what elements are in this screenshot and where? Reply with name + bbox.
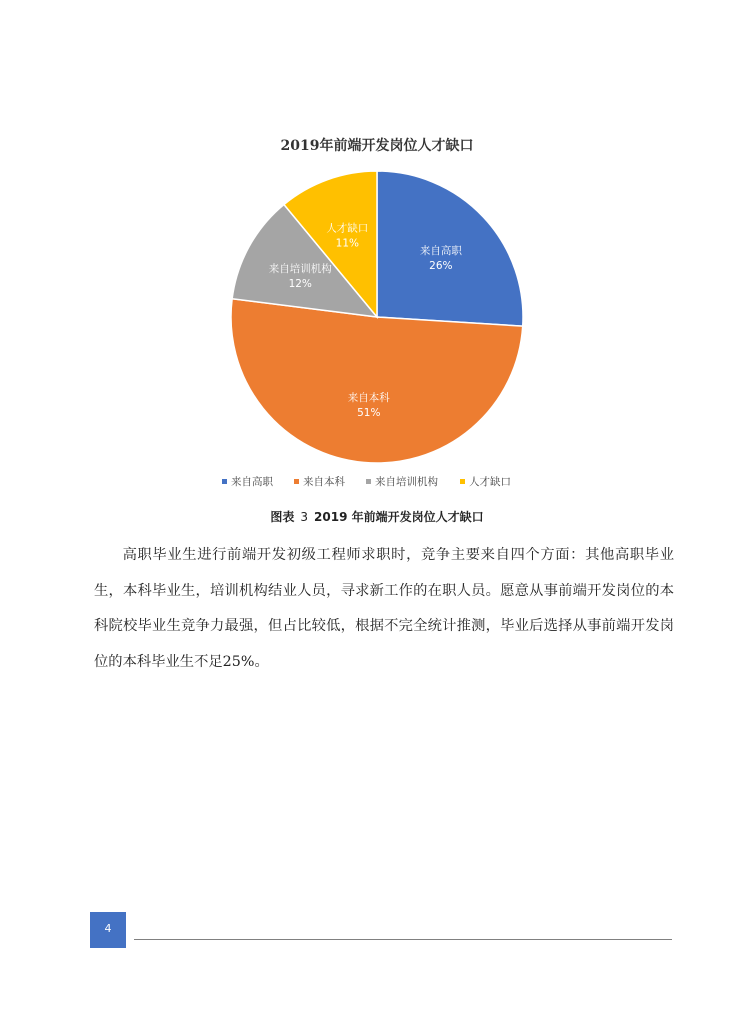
chart-legend — [222, 475, 511, 488]
legend-label-gaozhi: 来自高职 — [231, 476, 273, 488]
figure-caption — [0, 508, 754, 525]
caption-number: 3 — [300, 510, 309, 524]
legend-swatch-peixun — [366, 479, 371, 484]
data-label-category-gaozhi: 来自高职 — [419, 245, 462, 258]
data-label-value-benke: 51% — [357, 407, 381, 420]
caption-text: 2019 年前端开发岗位人才缺口 — [314, 510, 484, 524]
data-label-category-queko: 人才缺口 — [326, 222, 369, 235]
page-number: 4 — [104, 922, 112, 935]
legend-label-benke: 来自本科 — [303, 476, 345, 488]
data-label-value-gaozhi: 26% — [429, 260, 453, 273]
legend-label-peixun: 来自培训机构 — [375, 476, 438, 488]
data-label-category-benke: 来自本科 — [347, 392, 390, 405]
caption-label: 图表 — [270, 510, 295, 524]
legend-swatch-benke — [294, 479, 299, 484]
data-label-value-queko: 11% — [335, 237, 359, 250]
legend-label-queko: 人才缺口 — [469, 476, 511, 488]
pie-slice-benke — [231, 299, 523, 463]
data-label-category-peixun: 来自培训机构 — [268, 262, 332, 275]
footer-rule — [134, 939, 672, 940]
data-label-value-peixun: 12% — [288, 277, 312, 290]
body-paragraph: 高职毕业生进行前端开发初级工程师求职时，竞争主要来自四个方面：其他高职毕业生，本科毕业生，培训机构结业人员，寻求新工作的在职人员。愿意从事前端开发岗位的本科院校毕业生竞争力最强，但占比较低，根据不完全统计推测，毕业后选择从事前端开发岗位的本科毕业生不足25%。 — [94, 547, 674, 670]
chart-title: 2019年前端开发岗位人才缺口 — [280, 138, 474, 154]
legend-swatch-gaozhi — [222, 479, 227, 484]
legend-swatch-queko — [460, 479, 465, 484]
